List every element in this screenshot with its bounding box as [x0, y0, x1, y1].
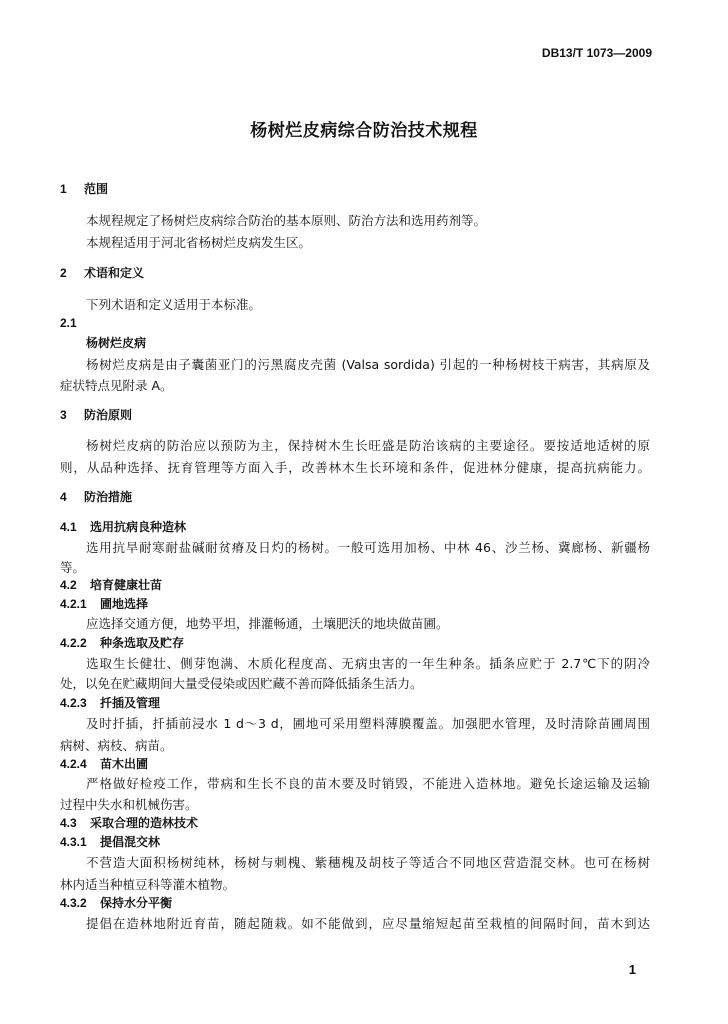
section-number: 2 [60, 266, 67, 280]
paragraph-line: 提倡在造林地附近育苗，随起随栽。如不能做到，应尽量缩短起苗至栽植的间隔时间，苗木到达 [86, 916, 650, 931]
section-number: 3 [60, 408, 67, 422]
clause-4-3-1-heading [60, 833, 160, 850]
paragraph-line: 过程中失水和机械伤害。 [60, 797, 198, 812]
clause-4-3-2-heading [60, 894, 172, 911]
paragraph-line: 不营造大面积杨树纯林，杨树与刺槐、紫穗槐及胡枝子等适合不同地区营造混交林。也可在杨树 [86, 855, 650, 870]
section-number: 4.2.4 [60, 757, 87, 771]
section-title: 培育健康壮苗 [90, 578, 163, 592]
paragraph-line: 选取生长健壮、侧芽饱满、木质化程度高、无病虫害的一年生种条。插条应贮于 2.7℃下的阴冷 [86, 656, 650, 671]
paragraph: 本规程适用于河北省杨树烂皮病发生区。 [86, 235, 312, 250]
paragraph-line: 严格做好检疫工作，带病和生长不良的苗木要及时销毁，不能进入造林地。避免长途运输及运输 [86, 776, 650, 791]
clause-2-1-number [60, 316, 77, 330]
section-number: 4.2.1 [60, 597, 87, 611]
clause-4-2-heading [60, 576, 162, 593]
section-title: 种条选取及贮存 [100, 636, 185, 650]
paragraph: 本规程规定了杨树烂皮病综合防治的基本原则、防治方法和选用药剂等。 [86, 213, 487, 228]
paragraph-line: 林内适当种植豆科等灌木植物。 [60, 877, 236, 892]
section-title: 选用抗病良种造林 [90, 520, 187, 534]
paragraph-line: 则，从品种选择、抚育管理等方面入手，改善林木生长环境和条件，促进林分健康，提高抗病能力。 [60, 460, 650, 475]
term-definition-line: 症状特点见附录 A。 [60, 378, 173, 393]
standard-code: DB13/T 1073—2009 [541, 46, 652, 60]
section-number: 4 [60, 490, 67, 504]
section-number: 4.2.3 [60, 696, 87, 710]
paragraph-line: 应选择交通方便，地势平坦，排灌畅通，土壤肥沃的地块做苗圃。 [86, 616, 449, 631]
paragraph-line: 等。 [60, 560, 86, 575]
section-number: 4.3 [60, 816, 77, 830]
clause-4-1-heading [60, 518, 186, 535]
section-title: 范围 [84, 182, 109, 196]
paragraph-line: 及时扦插，扦插前浸水 1 d～3 d，圃地可采用塑料薄膜覆盖。加强肥水管理，及时清除苗圃周围 [86, 716, 650, 731]
section-3-heading [60, 406, 132, 423]
section-number: 1 [60, 182, 67, 196]
section-title: 扦插及管理 [100, 696, 161, 710]
section-title: 术语和定义 [84, 266, 145, 280]
clause-4-2-2-heading [60, 634, 184, 651]
section-number: 4.1 [60, 520, 77, 534]
clause-4-2-1-heading [60, 595, 148, 612]
section-title: 提倡混交林 [100, 835, 161, 849]
paragraph-line: 处，以免在贮藏期间大量受侵染或因贮藏不善而降低插条生活力。 [60, 676, 423, 691]
section-title: 防治原则 [84, 408, 133, 422]
section-title: 苗木出圃 [100, 757, 149, 771]
page-number: 1 [628, 962, 636, 977]
section-number: 4.3.2 [60, 896, 87, 910]
paragraph: 下列术语和定义适用于本标准。 [86, 297, 262, 312]
section-title: 采取合理的造林技术 [90, 816, 199, 830]
section-number: 4.3.1 [60, 835, 87, 849]
paragraph-line: 杨树烂皮病的防治应以预防为主，保持树木生长旺盛是防治该病的主要途径。要按适地适树的原 [86, 438, 650, 453]
section-4-heading [60, 488, 132, 505]
paragraph-line: 选用抗旱耐寒耐盐碱耐贫瘠及日灼的杨树。一般可选用加杨、中林 46、沙兰杨、冀廊杨、新疆杨 [86, 540, 650, 555]
clause-4-3-heading [60, 814, 198, 831]
section-number: 4.2 [60, 578, 77, 592]
section-title: 防治措施 [84, 490, 133, 504]
section-number: 4.2.2 [60, 636, 87, 650]
clause-4-2-4-heading [60, 755, 148, 772]
section-2-heading [60, 264, 144, 281]
section-1-heading [60, 180, 108, 197]
paragraph-line: 病树、病枝、病苗。 [60, 738, 173, 753]
section-title: 保持水分平衡 [100, 896, 173, 910]
term-heading: 杨树烂皮病 [86, 336, 147, 350]
section-title: 圃地选择 [100, 597, 149, 611]
document-title: 杨树烂皮病综合防治技术规程 [250, 121, 478, 141]
term-definition-line: 杨树烂皮病是由子囊菌亚门的污黑腐皮壳菌 (Valsa sordida) 引起的一种杨树枝干病害，其病原及 [86, 357, 650, 372]
section-number: 2.1 [60, 316, 77, 330]
clause-4-2-3-heading [60, 694, 160, 711]
